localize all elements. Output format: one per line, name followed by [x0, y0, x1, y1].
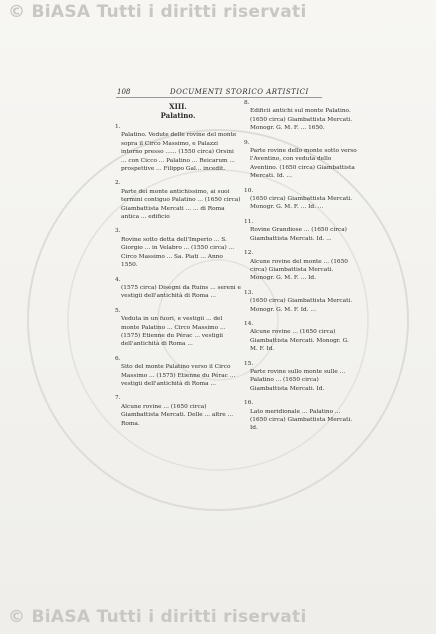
entry-text: Parte rovine sullo monte sulle ... Palatino ... (1650 circa) Giambattista Mercati. Id.	[250, 368, 346, 392]
entry-text: Alcune rovine ... (1650 circa) Giambattista Mercati. Monogr. G. M. F. Id.	[250, 329, 349, 353]
entry-text: Rovine Grandiose ... (1650 circa) Giambattista Mercati. Id. ...	[250, 227, 347, 242]
entry-number: 3.	[115, 228, 121, 235]
catalog-entry	[244, 399, 358, 433]
watermark-top	[0, 2, 436, 28]
entry-number: 13.	[244, 289, 254, 296]
entry-number: 9.	[244, 139, 250, 146]
entry-text: Palatino. Vedute delle rovine del monte sopra il Circo Massimo, e Palazzi intorno presso ...... (1550 circa) Orsini ... con Cicco ... Palatino ... Reicarum ... prospettive ... Filippo Gal... incedit.	[121, 132, 237, 173]
entry-number: 16.	[244, 400, 254, 407]
entry-text: (1650 circa) Giambattista Mercati. Monogr. G. M. F. Id. ...	[250, 298, 353, 313]
catalog-entry	[244, 289, 358, 314]
page-number: 108	[117, 88, 131, 96]
section-numeral: XIII.	[169, 102, 187, 111]
entry-number: 15.	[244, 360, 254, 367]
catalog-entry	[115, 227, 241, 269]
entry-number: 6.	[115, 355, 121, 362]
running-title: DOCUMENTI STORICO ARTISTICI	[170, 88, 309, 96]
entry-number: 11.	[244, 218, 254, 225]
entry-text: Alcune rovine del monte ... (1650 circa) Giambattista Mercati. Monogr. G. M. F. ... Id.	[250, 258, 348, 282]
entry-text: Sito del monte Palatino verso il Circo Massimo ... (1575) Etienne du Pérac ... vestigii dell'antichità di Roma ...	[121, 364, 236, 387]
catalog-entry	[244, 187, 358, 212]
section-title: Palatino.	[160, 111, 196, 120]
entry-number: 14.	[244, 320, 254, 327]
catalog-entry	[115, 394, 241, 428]
catalog-entry	[115, 307, 241, 349]
entry-number: 8.	[244, 100, 250, 106]
entry-number: 7.	[115, 395, 121, 402]
entry-text: Lato meridionale ... Palatino ... (1650 circa) Giambattista Mercati. Id.	[250, 408, 353, 432]
entry-number: 1.	[115, 124, 121, 130]
entry-number: 2.	[115, 180, 121, 187]
right-entry-list	[244, 99, 358, 433]
entry-text: Veduta in un fuori, e vestigii ... del monte Palatino ... Circo Massimo ... (1575) Etienne du Pérac ... vestigii dell'antichità di Roma ...	[121, 316, 226, 348]
catalog-entry	[244, 320, 358, 354]
catalog-entry	[244, 249, 358, 283]
catalog-entry	[115, 123, 241, 173]
entry-text: Parte rovine dello monte sotto verso l'Aventino, con veduta dello Aventino. (1650 circa) Giambattista Mercati. Id. ...	[250, 148, 357, 180]
header-rule	[116, 97, 322, 98]
catalog-entry	[244, 218, 358, 243]
left-entry-list	[115, 123, 241, 428]
entry-number: 5.	[115, 307, 121, 314]
entry-number: 10.	[244, 187, 254, 194]
catalog-entry	[115, 276, 241, 301]
entry-text: (1575 circa) Disegni da Ruins ... sereni e vestigii dell'antichità di Roma ...	[121, 284, 241, 300]
right-column	[244, 99, 358, 439]
entry-number: 4.	[115, 276, 121, 283]
catalog-entry	[244, 360, 358, 394]
left-column	[115, 99, 241, 434]
catalog-entry	[244, 139, 358, 181]
entry-text: Edificii antichi sul monte Palatino. (1650 circa) Giambattista Mercati. Monogr. G. M. F. ... 1650.	[250, 108, 353, 132]
entry-text: Alcune rovine ... (1650 circa) Giambattista Mercati. Delle ... altre ... Roma.	[121, 403, 234, 427]
catalog-entry	[115, 355, 241, 389]
entry-text: Parte dei monte antichissimo, ai suoi termini contiguo Palatino ... (1650 circa) Giambattista Mercati ... ... di Roma antica ... edificio	[121, 188, 241, 221]
entry-number: 12.	[244, 250, 254, 257]
catalog-entry	[244, 99, 358, 133]
watermark-text: © BiASA Tutti i diritti riservati	[8, 607, 307, 627]
entry-text: (1650 circa) Giambattista Mercati. Monogr. G. M. F. ... Id. ...	[250, 196, 353, 211]
catalog-entry	[115, 179, 241, 221]
entry-text: Rovine sotto detta dell'Imperio ... S. Giorgio ... in Velabro ... (1550 circa) ... Circo Massimo ... Sa. Piati ... Anno 1550.	[121, 236, 235, 269]
watermark-bottom	[0, 607, 436, 633]
watermark-text: © BiASA Tutti i diritti riservati	[8, 2, 307, 22]
